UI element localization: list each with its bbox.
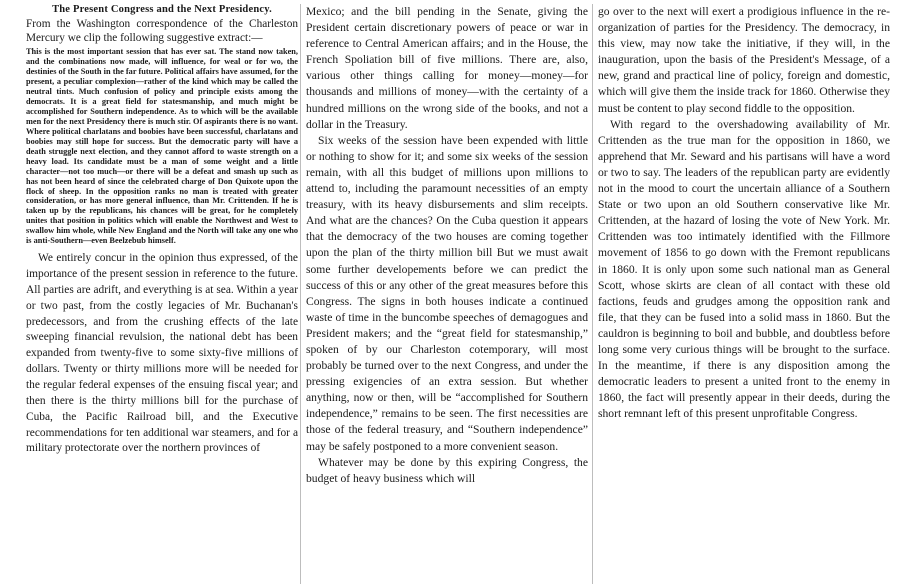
article-headline: The Present Congress and the Next Presidency. <box>52 4 272 15</box>
column-1 <box>26 4 298 457</box>
column-3 <box>598 4 890 422</box>
quoted-extract: This is the most important session that has ever sat. The stand now taken, and the combinations now made, will influence, for weal or for wo, the destinies of the South in the far future. Political affairs have assumed, for the present, a peculiar complexion—rather of the kind which may be called the neutral tints. Much confusion of policy and principle exists among the democrats. It is a great field for statesmanship, and much might be accomplished for Southern independence. As to which will be the available men for the next Presidency there is much stir. Of aspirants there is no want. Where political charlatans and boobies have been successful, charlatans and boobies may still hope for success. But the democratic party will have a death struggle next election, and they cannot afford to waste strength on a heavy load. Its candidate must be a man of some weight and a little character—not too much—or there will be a defeat and smash up such as has not been heard of since the celebrated charge of Don Quixote upon the flock of sheep. In the opposition ranks no man is treated with greater consideration, or has more general influence, than Mr. Crittenden. If he is taken up by the republicans, his chances will be great, for he completely unites that position in politics which will enable the Northwest and West to swallow him whole, while New England and the North will take any one who is anti-Southern—even Beelzebub himself. <box>26 47 298 246</box>
article-intro: From the Washington correspondence of the Charleston Mercury we clip the following suggestive extract:— <box>26 18 298 44</box>
column-divider <box>592 4 593 584</box>
paragraph-4: With regard to the overshadowing availability of Mr. Crittenden as the true man for the opposition in 1860, we apprehend that Mr. Seward and his partisans will have a word or two to say. The leaders of the republican party are evidently not in the mood to court the uncertain alliance of a Southern State or two upon an old Southern conservative like Mr. Crittenden, at the hazard of losing the vote of New York. Mr. Crittenden was too intimately identified with the Fillmore movement of 1856 to go down with the Fremont republicans in 1860. It is only upon some such national man as General Scott, whose skirts are clean of all contact with these old factions, feuds and grudges among the opposition rank and file, that they can be fused into a solid mass in 1860. But the cauldron is beginning to boil and bubble, and doubtless before long some very curious things will be brought to the surface. In the meantime, if there is any disposition among the democratic leaders to present a united front to the enemy in 1860, the fact will presently appear in their deeds, during the short remnant left of this present unprofitable Congress. <box>598 117 890 421</box>
column-2 <box>306 4 588 487</box>
paragraph-2: Six weeks of the session have been expended with little or nothing to show for it; and some six weeks of the session remain, with all this budget of millions upon millions to attend to, including the paramount necessities of an empty treasury, with its heavy disbursements and slim receipts. And what are the chances? On the Cuba question it appears that the democracy of the two houses are coming together upon the plan of the thirty million bill But we must await some further developements before we can predict the success of this or any other of the great measures before this Congress. The signs in both houses indicate a continued waste of time in the buncombe speeches of demagogues and President makers; and the “great field for statesmanship,” spoken of by our Charleston cotemporary, will most probably be turned over to the next Congress, and under the pressing exigencies of an extra session. But whether anything, now or then, will be “accomplished for Southern independence,” remains to be seen. The first necessities are those of the federal treasury, and “Southern independence” may be safely postponed to a more convenient season. <box>306 133 588 453</box>
paragraph-3-continued: go over to the next will exert a prodigious influence in the re-organization of parties for the Presidency. The democracy, in this view, may now take the initiative, if they will, in the inauguration, upon the basis of the President's Message, of a new, grand and practical line of policy, foreign and domestic, which will give them the inside track for 1860. Otherwise they must be content to play second fiddle to the opposition. <box>598 5 890 115</box>
paragraph-1-continued: Mexico; and the bill pending in the Senate, giving the President certain discretionary powers of peace or war in reference to Central American affairs; and in the House, the French Spoliation bill of five millions. There are, also, various other things calling for money—money—for thousands and millions of money—with the certainty of a hundred millions on the wrong side of the books, and not a dollar in the Treasury. <box>306 5 588 131</box>
paragraph-3: Whatever may be done by this expiring Congress, the budget of heavy business which will <box>306 455 588 485</box>
column-divider <box>300 4 301 584</box>
paragraph-1: We entirely concur in the opinion thus expressed, of the importance of the present session in reference to the future. All parties are adrift, and everything is at sea. Within a year or two past, from the costly legacies of Mr. Buchanan's predecessors, and from the crushing effects of the late sweeping financial revulsion, the national debt has been expanded from twenty-five to some sixty-five millions of dollars. Twenty or thirty millions more will be needed for the regular federal expenses of the ensuing fiscal year; and then there is the thirty millions bill for the purchase of Cuba, the Pacific Railroad bill, and the Executive recommendations for ten additional war steamers, and for a military protectorate over the northern provinces of <box>26 252 298 455</box>
